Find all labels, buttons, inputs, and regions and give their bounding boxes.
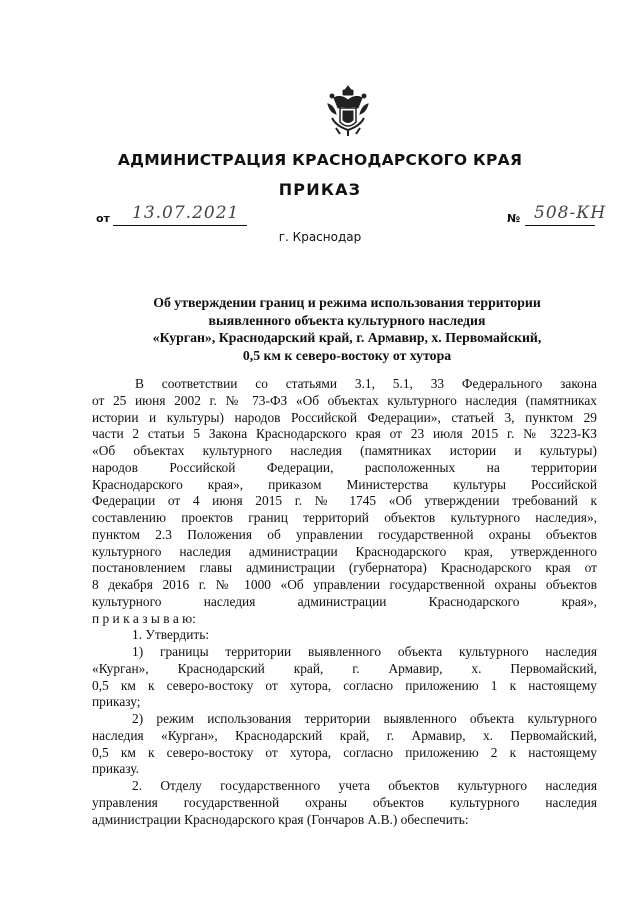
title-line: 0,5 км к северо-востоку от хутора	[242, 347, 452, 363]
body-line: п р и к а з ы в а ю:	[92, 610, 196, 626]
date-handwritten: 13.07.2021	[132, 203, 240, 223]
body-line: культурного наследия администрации Краснодарского края, утвержденного	[92, 543, 597, 559]
body-line: управления государственной охраны объектов культурного наследия	[92, 794, 597, 810]
body-line: 2. Отделу государственного учета объектов культурного наследия	[132, 778, 597, 793]
document-type: ПРИКАЗ	[278, 180, 362, 199]
body-line: наследия «Курган», Краснодарский край, г. Армавир, х. Первомайский,	[92, 727, 597, 743]
body-line: истории и культуры) народов Российской Федерации», статьей 3, пунктом 29	[92, 409, 597, 425]
title-line: Об утверждении границ и режима использования территории	[153, 295, 541, 310]
organization-name: АДМИНИСТРАЦИЯ КРАСНОДАРСКОГО КРАЯ	[117, 151, 523, 169]
body-line: приказу.	[92, 761, 139, 777]
city-name: г. Краснодар	[278, 230, 362, 244]
body-line: «Об объектах культурного наследия (памятниках истории и культуры)	[92, 443, 597, 458]
title-line: «Курган», Краснодарский край, г. Армавир, х. Первомайский,	[152, 330, 542, 345]
body-line: администрации Краснодарского края (Гончаров А.В.) обеспечить:	[92, 811, 469, 827]
number-label: №	[507, 212, 521, 225]
body-line: составлению проектов границ территорий объектов культурного наследия»,	[92, 510, 597, 525]
body-line: от 25 июня 2002 г. № 73-ФЗ «Об объектах культурного наследия (памятниках	[92, 392, 597, 408]
document-body	[92, 376, 597, 828]
body-line: Краснодарского края», приказом Министерства культуры Российской	[92, 476, 597, 492]
coat-of-arms-icon	[326, 84, 370, 138]
body-line: 1. Утвердить:	[132, 627, 210, 643]
body-line: 2) режим использования территории выявленного объекта культурного	[132, 711, 597, 726]
body-line: 8 декабря 2016 г. № 1000 «Об управлении государственной охраны объектов	[92, 577, 597, 592]
body-line: 1) границы территории выявленного объекта культурного наследия	[132, 644, 597, 659]
body-line: «Курган», Краснодарский край, г. Армавир, х. Первомайский,	[92, 660, 597, 676]
body-line: Федерации от 4 июня 2015 г. № 1745 «Об утверждении требований к	[92, 493, 597, 509]
title-line: выявленного объекта культурного наследия	[208, 312, 486, 328]
body-line: приказу;	[92, 694, 141, 710]
body-line: пунктом 2.3 Положения об управлении государственной охраны объектов	[92, 526, 597, 542]
body-line: 0,5 км к северо-востоку от хутора, согласно приложению 1 к настоящему	[92, 677, 597, 693]
body-line: В соответствии со статьями 3.1, 5.1, 33 Федерального закона	[135, 376, 597, 391]
document-title	[110, 294, 584, 364]
body-line: постановлением главы администрации (губернатора) Краснодарского края от	[92, 560, 597, 576]
date-underline	[113, 225, 247, 226]
number-underline	[525, 225, 595, 226]
number-handwritten: 508-КН	[534, 203, 607, 223]
body-line: народов Российской Федерации, расположенных на территории	[92, 459, 597, 475]
body-line: части 2 статьи 5 Закона Краснодарского края от 23 июля 2015 г. № 3223-КЗ	[92, 426, 597, 442]
date-label: от	[96, 212, 110, 225]
body-line: культурного наследия администрации Краснодарского края»,	[92, 593, 597, 609]
body-line: 0,5 км к северо-востоку от хутора, согласно приложению 2 к настоящему	[92, 744, 597, 760]
